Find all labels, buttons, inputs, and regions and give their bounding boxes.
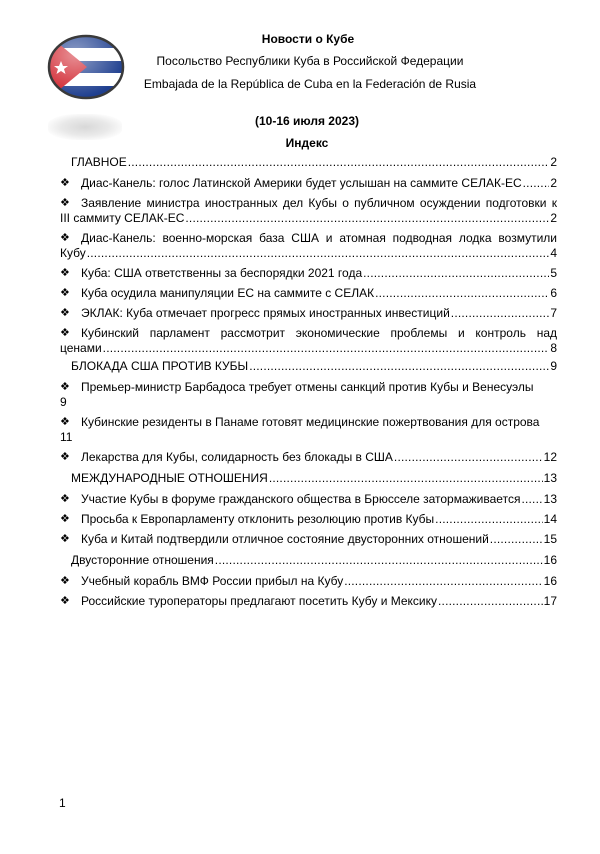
toc-item[interactable] xyxy=(60,380,557,410)
diamond-bullet-icon: ❖ xyxy=(60,416,70,428)
toc-entry-text: Двусторонние отношения xyxy=(71,553,214,567)
diamond-bullet-icon: ❖ xyxy=(60,307,70,319)
page-number: 1 xyxy=(59,796,66,810)
toc-entry-text-cont: Кубу xyxy=(60,246,86,260)
toc-page-number: 4 xyxy=(550,246,557,260)
toc-section[interactable] xyxy=(60,155,557,170)
toc-page-number: 11 xyxy=(60,430,73,444)
diamond-bullet-icon: ❖ xyxy=(60,451,70,463)
toc-section[interactable] xyxy=(60,359,557,374)
toc-item[interactable] xyxy=(60,326,557,356)
toc-item[interactable] xyxy=(60,231,557,261)
toc-item[interactable] xyxy=(60,286,557,301)
toc-entry-text: ГЛАВНОЕ xyxy=(71,155,127,169)
diamond-bullet-icon: ❖ xyxy=(60,513,70,525)
toc-entry-text: БЛОКАДА США ПРОТИВ КУБЫ xyxy=(71,359,249,373)
toc-entry-text: Заявление министра иностранных дел Кубы о публичном осуждении подготовки к xyxy=(81,196,557,210)
toc-entry-text: Участие Кубы в форуме гражданского общества в Брюсселе затормаживается xyxy=(81,492,521,506)
diamond-bullet-icon: ❖ xyxy=(60,287,70,299)
toc-page-number: 2 xyxy=(550,155,557,169)
toc-entry-text: Кубинские резиденты в Панаме готовят медицинские пожертвования для острова xyxy=(81,415,540,429)
toc-page-number: 2 xyxy=(550,176,557,190)
toc-page-number: 14 xyxy=(543,512,557,526)
header-title: Новости о Кубе xyxy=(261,32,355,46)
diamond-bullet-icon: ❖ xyxy=(60,595,70,607)
diamond-bullet-icon: ❖ xyxy=(60,533,70,545)
diamond-bullet-icon: ❖ xyxy=(60,267,70,279)
toc-entry-text: Российские туроператоры предлагают посетить Кубу и Мексику xyxy=(81,594,438,608)
toc-entry-text: Премьер-министр Барбадоса требует отмены санкций против Кубы и Венесуэлы xyxy=(81,380,534,394)
toc-item[interactable] xyxy=(60,266,557,281)
diamond-bullet-icon: ❖ xyxy=(60,232,70,244)
date-range: (10-16 июля 2023) xyxy=(255,114,359,128)
toc-title: Индекс xyxy=(285,136,329,150)
diamond-bullet-icon: ❖ xyxy=(60,381,70,393)
toc-page-number: 12 xyxy=(543,450,557,464)
toc-page-number: 6 xyxy=(550,286,557,300)
toc-entry-text: Учебный корабль ВМФ России прибыл на Кубу xyxy=(81,574,344,588)
toc-section[interactable] xyxy=(60,471,557,486)
toc-entry-text: Кубинский парламент рассмотрит экономические проблемы и контроль над xyxy=(81,326,557,340)
toc-entry-text-cont: ценами xyxy=(60,341,102,355)
toc-entry-text: Диас-Канель: военно-морская база США и атомная подводная лодка возмутили xyxy=(81,231,557,245)
toc-page-number: 16 xyxy=(543,574,557,588)
toc-entry-text: Куба и Китай подтвердили отличное состояние двусторонних отношений xyxy=(81,532,489,546)
toc-entry-text: Просьба к Европарламенту отклонить резолюцию против Кубы xyxy=(81,512,435,526)
table-of-contents xyxy=(60,155,557,609)
toc-item[interactable] xyxy=(60,532,557,547)
toc-item[interactable] xyxy=(60,492,557,507)
toc-entry-text: Лекарства для Кубы, солидарность без блокады в США xyxy=(81,450,393,464)
toc-page-number: 9 xyxy=(550,359,557,373)
header-embassy-ru: Посольство Республики Куба в Российской Федерации xyxy=(156,54,464,68)
toc-item[interactable] xyxy=(60,450,557,465)
header-embassy-es: Embajada de la República de Cuba en la Federación de Rusia xyxy=(143,77,477,91)
diamond-bullet-icon: ❖ xyxy=(60,177,70,189)
toc-entry-text: Диас-Канель: голос Латинской Америки будет услышан на саммите СЕЛАК-ЕС xyxy=(81,176,522,190)
toc-entry-text-cont: III саммиту СЕЛАК-ЕС xyxy=(60,211,185,225)
toc-subsection[interactable] xyxy=(60,553,557,568)
diamond-bullet-icon: ❖ xyxy=(60,327,70,339)
toc-entry-text: Куба осудила манипуляции ЕС на саммите с СЕЛАК xyxy=(81,286,375,300)
toc-item[interactable] xyxy=(60,306,557,321)
toc-page-number: 15 xyxy=(543,532,557,546)
toc-item[interactable] xyxy=(60,512,557,527)
toc-item[interactable] xyxy=(60,196,557,226)
diamond-bullet-icon: ❖ xyxy=(60,575,70,587)
toc-page-number: 17 xyxy=(543,594,557,608)
toc-page-number: 8 xyxy=(550,341,557,355)
toc-item[interactable] xyxy=(60,574,557,589)
diamond-bullet-icon: ❖ xyxy=(60,197,70,209)
toc-page-number: 7 xyxy=(550,306,557,320)
toc-page-number: 13 xyxy=(543,492,557,506)
toc-entry-text: Куба: США ответственны за беспорядки 2021 года xyxy=(81,266,363,280)
toc-page-number: 16 xyxy=(543,553,557,567)
toc-page-number: 9 xyxy=(60,395,67,409)
diamond-bullet-icon: ❖ xyxy=(60,493,70,505)
toc-entry-text: ЭКЛАК: Куба отмечает прогресс прямых иностранных инвестиций xyxy=(81,306,450,320)
toc-item[interactable] xyxy=(60,176,557,191)
toc-page-number: 5 xyxy=(550,266,557,280)
toc-page-number: 2 xyxy=(550,211,557,225)
toc-page-number: 13 xyxy=(543,471,557,485)
toc-item[interactable] xyxy=(60,415,557,445)
toc-entry-text: МЕЖДУНАРОДНЫЕ ОТНОШЕНИЯ xyxy=(71,471,268,485)
toc-item[interactable] xyxy=(60,594,557,609)
